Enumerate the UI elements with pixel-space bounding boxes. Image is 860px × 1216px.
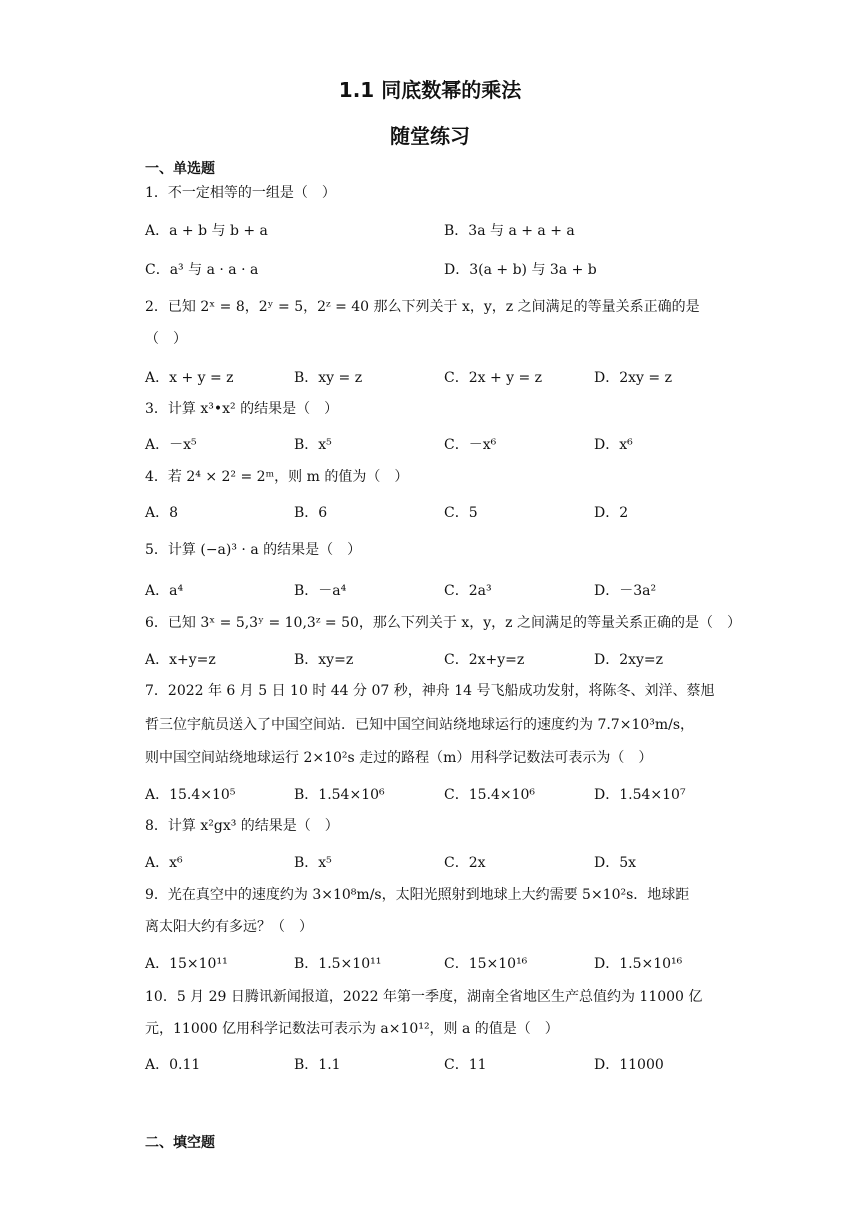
- section-heading-fill-in: 二、填空题: [145, 1135, 215, 1151]
- question-7-option-c: C．15.4×10⁶: [444, 787, 536, 803]
- section-heading-single-choice: 一、单选题: [145, 161, 215, 177]
- question-2-stem-line1: 2．已知 2ˣ = 8，2ʸ = 5，2ᶻ = 40 那么下列关于 x，y，z 之间满足的等量关系正确的是: [145, 299, 700, 315]
- question-9-option-a: A．15×10¹¹: [145, 956, 228, 972]
- question-6-option-b: B．xy=z: [294, 652, 354, 668]
- question-5-option-d: D．－3a²: [594, 583, 657, 599]
- question-7-stem-line3: 则中国空间站绕地球运行 2×10²s 走过的路程（m）用科学记数法可表示为（ ）: [145, 750, 653, 766]
- question-2-option-c: C．2x + y = z: [444, 370, 543, 386]
- question-5-stem: 5．计算 (−a)³ · a 的结果是（ ）: [145, 542, 362, 558]
- question-10-option-b: B．1.1: [294, 1057, 341, 1073]
- question-9-option-c: C．15×10¹⁶: [444, 956, 528, 972]
- page-subtitle: 随堂练习: [390, 124, 470, 148]
- question-10-stem-line1: 10．5 月 29 日腾讯新闻报道，2022 年第一季度，湖南全省地区生产总值约为 11000 亿: [145, 989, 703, 1005]
- question-8-stem: 8．计算 x²gx³ 的结果是（ ）: [145, 818, 339, 834]
- question-8-option-d: D．5x: [594, 855, 637, 871]
- question-4-option-a: A．8: [145, 505, 179, 521]
- question-1-option-d: D．3(a + b) 与 3a + b: [444, 262, 597, 278]
- question-6-option-a: A．x+y=z: [145, 652, 216, 668]
- question-5-option-b: B．－a⁴: [294, 583, 347, 599]
- question-6-option-c: C．2x+y=z: [444, 652, 525, 668]
- question-7-stem-line2: 哲三位宇航员送入了中国空间站．已知中国空间站绕地球运行的速度约为 7.7×10³m/s，: [145, 717, 695, 733]
- question-9-stem-line1: 9．光在真空中的速度约为 3×10⁸m/s，太阳光照射到地球上大约需要 5×10²s．地球距: [145, 887, 690, 903]
- question-2-stem-line2: （ ）: [145, 331, 187, 347]
- page-title: 1.1 同底数幂的乘法: [338, 78, 522, 102]
- question-8-option-b: B．x⁵: [294, 855, 332, 871]
- question-2-option-a: A．x + y = z: [145, 370, 234, 386]
- question-7-option-d: D．1.54×10⁷: [594, 787, 686, 803]
- question-8-option-c: C．2x: [444, 855, 486, 871]
- question-1-option-a: A．a + b 与 b + a: [145, 223, 268, 239]
- question-3-option-c: C．－x⁶: [444, 437, 497, 453]
- question-2-option-b: B．xy = z: [294, 370, 363, 386]
- question-4-stem: 4．若 2⁴ × 2² = 2ᵐ，则 m 的值为（ ）: [145, 469, 409, 485]
- question-8-option-a: A．x⁶: [145, 855, 183, 871]
- question-3-option-d: D．x⁶: [594, 437, 633, 453]
- question-9-stem-line2: 离太阳大约有多远？（ ）: [145, 919, 313, 935]
- question-9-option-d: D．1.5×10¹⁶: [594, 956, 683, 972]
- question-3-stem: 3．计算 x³•x² 的结果是（ ）: [145, 401, 339, 417]
- question-1-stem: 1．不一定相等的一组是（ ）: [145, 185, 336, 201]
- question-3-option-b: B．x⁵: [294, 437, 332, 453]
- question-9-option-b: B．1.5×10¹¹: [294, 956, 382, 972]
- question-4-option-b: B．6: [294, 505, 328, 521]
- question-7-stem-line1: 7．2022 年 6 月 5 日 10 时 44 分 07 秒，神舟 14 号飞船成功发射，将陈冬、刘洋、蔡旭: [145, 683, 715, 699]
- question-7-option-b: B．1.54×10⁶: [294, 787, 385, 803]
- question-6-stem: 6．已知 3ˣ = 5,3ʸ = 10,3ᶻ = 50，那么下列关于 x，y，z 之间满足的等量关系正确的是（ ）: [145, 615, 741, 631]
- question-5-option-a: A．a⁴: [145, 583, 184, 599]
- question-1-option-b: B．3a 与 a + a + a: [444, 223, 575, 239]
- question-10-option-d: D．11000: [594, 1057, 664, 1073]
- question-6-option-d: D．2xy=z: [594, 652, 664, 668]
- question-7-option-a: A．15.4×10⁵: [145, 787, 236, 803]
- question-2-option-d: D．2xy = z: [594, 370, 672, 386]
- question-10-option-a: A．0.11: [145, 1057, 201, 1073]
- question-5-option-c: C．2a³: [444, 583, 492, 599]
- question-10-option-c: C．11: [444, 1057, 487, 1073]
- question-1-option-c: C．a³ 与 a · a · a: [145, 262, 259, 278]
- question-10-stem-line2: 元，11000 亿用科学记数法可表示为 a×10¹²，则 a 的值是（ ）: [145, 1021, 559, 1037]
- question-4-option-c: C．5: [444, 505, 478, 521]
- question-4-option-d: D．2: [594, 505, 629, 521]
- question-3-option-a: A．－x⁵: [145, 437, 197, 453]
